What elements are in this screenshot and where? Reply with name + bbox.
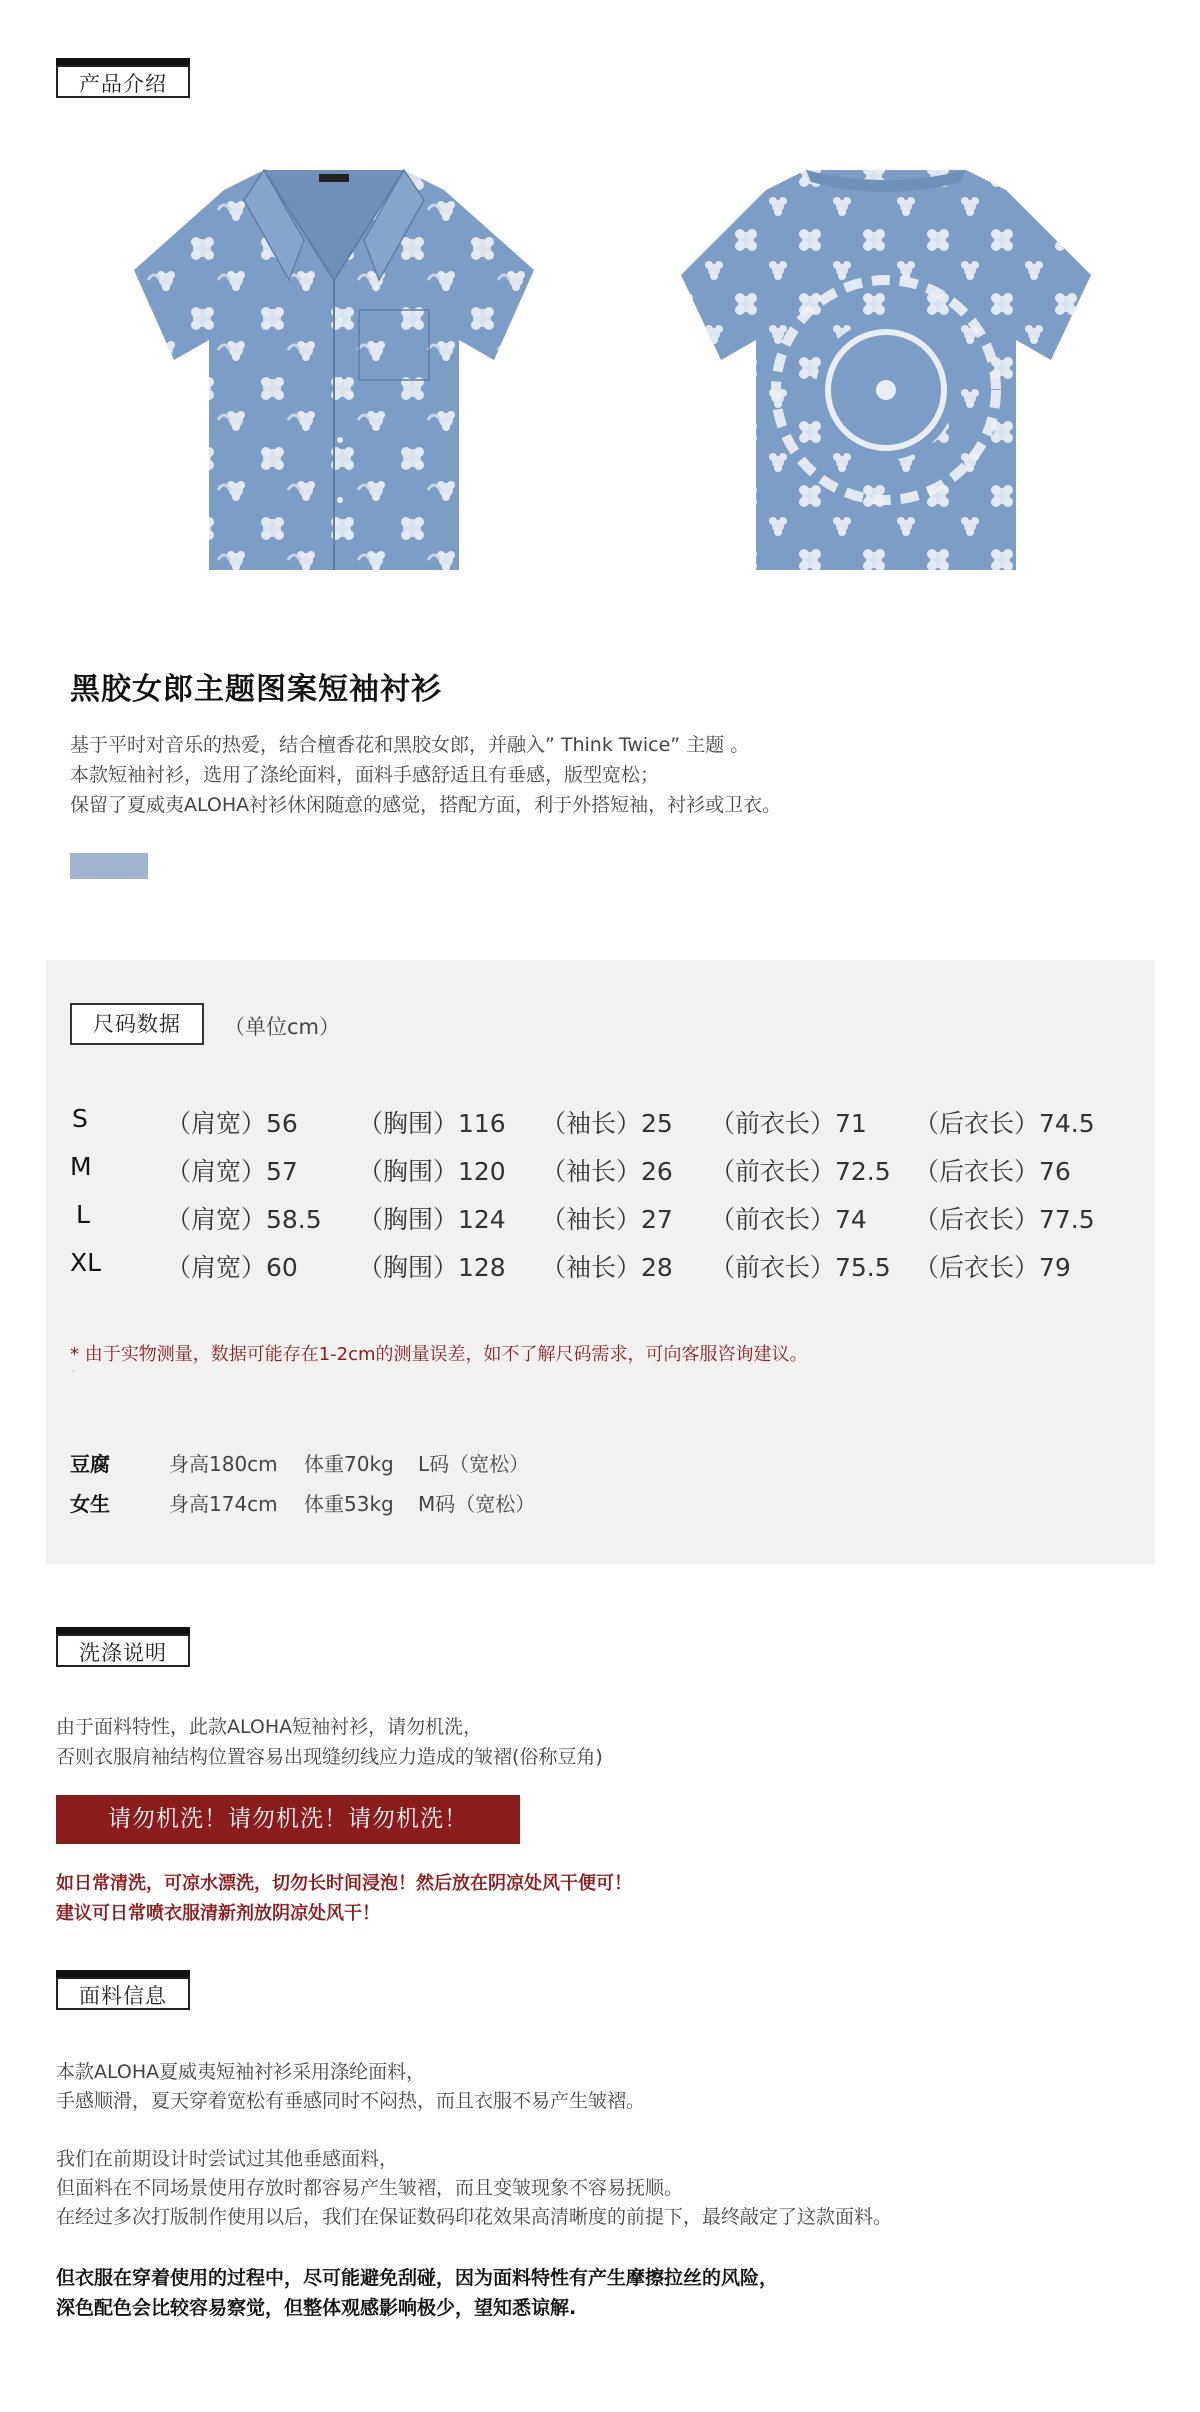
- model-fit: M码（宽松）: [418, 1492, 536, 1516]
- front-length-value: （前衣长）74: [710, 1205, 867, 1234]
- size-row: [0, 1152, 1200, 1192]
- shirt-back-image: [666, 160, 1106, 580]
- shoulder-value: （肩宽）60: [166, 1253, 298, 1282]
- fabric-description-line: 在经过多次打版制作使用以后，我们在保证数码印花效果高清晰度的前提下，最终敲定了这款面料。: [56, 2206, 893, 2228]
- fabric-description-line: 手感顺滑，夏天穿着宽松有垂感同时不闷热，而且衣服不易产生皱褶。: [56, 2090, 646, 2112]
- shirt-front-image: [114, 160, 554, 580]
- fabric-description-line: 本款ALOHA夏威夷短袖衬衫采用涤纶面料，: [56, 2061, 426, 2083]
- model-height: 身高174cm: [169, 1492, 278, 1516]
- model-info-row: [0, 1448, 800, 1478]
- intro-section-tag: [56, 58, 190, 98]
- size-row: [0, 1248, 1200, 1288]
- product-description-line: 基于平时对音乐的热爱，结合檀香花和黑胶女郎，并融入” Think Twice” 主题 。: [70, 734, 750, 756]
- sleeve-value: （袖长）28: [541, 1253, 673, 1282]
- fabric-tag-label: 面料信息: [56, 1977, 190, 2010]
- front-length-value: （前衣长）75.5: [710, 1253, 891, 1282]
- model-weight: 体重53kg: [304, 1492, 394, 1516]
- no-machine-wash-banner: 请勿机洗！请勿机洗！请勿机洗！: [56, 1795, 520, 1844]
- model-fit: L码（宽松）: [418, 1452, 530, 1476]
- product-title: 黑胶女郎主题图案短袖衬衫: [70, 672, 442, 707]
- sleeve-value: （袖长）27: [541, 1205, 673, 1234]
- chest-value: （胸围）128: [358, 1253, 506, 1282]
- back-length-value: （后衣长）76: [914, 1157, 1071, 1186]
- fabric-section-tag: [56, 1970, 190, 2010]
- fabric-warning-line: 但衣服在穿着使用的过程中，尽可能避免刮碰，因为面料特性有产生摩擦拉丝的风险，: [56, 2267, 779, 2289]
- wash-tag-label: 洗涤说明: [56, 1634, 190, 1667]
- wash-description-line: 否则衣服肩袖结构位置容易出现缝纫线应力造成的皱褶(俗称豆角): [56, 1746, 603, 1768]
- wash-description-line: 由于面料特性，此款ALOHA短袖衬衫，请勿机洗，: [56, 1716, 483, 1738]
- size-label: M: [70, 1152, 92, 1181]
- measurement-note: * 由于实物测量，数据可能存在1-2cm的测量误差，如不了解尺码需求，可向客服咨询建议。: [70, 1344, 808, 1365]
- size-label: S: [72, 1104, 88, 1133]
- shoulder-value: （肩宽）58.5: [166, 1205, 322, 1234]
- fabric-warning: [56, 2263, 778, 2323]
- chest-value: （胸围）124: [358, 1205, 506, 1234]
- intro-tag-label: 产品介绍: [56, 65, 190, 98]
- stray-mark: `: [71, 1370, 76, 1381]
- back-length-value: （后衣长）74.5: [914, 1109, 1095, 1138]
- fabric-description-line: 但面料在不同场景使用存放时都容易产生皱褶，而且变皱现象不容易抚顺。: [56, 2177, 684, 2199]
- model-name: 豆腐: [70, 1452, 110, 1476]
- wash-care-notes: [56, 1869, 632, 1929]
- wash-description: [56, 1712, 603, 1772]
- sleeve-value: （袖长）26: [541, 1157, 673, 1186]
- product-description-line: 保留了夏威夷ALOHA衬衫休闲随意的感觉，搭配方面，利于外搭短袖，衬衫或卫衣。: [70, 794, 782, 816]
- wash-care-line: 如日常清洗，可凉水漂洗，切勿长时间浸泡！然后放在阴凉处风干便可！: [56, 1873, 632, 1894]
- size-unit-label: （单位cm）: [224, 1015, 341, 1039]
- size-tag-label: 尺码数据: [70, 1003, 204, 1045]
- sleeve-value: （袖长）25: [541, 1109, 673, 1138]
- model-info-row: [0, 1488, 800, 1518]
- fabric-description-line: [56, 2116, 892, 2145]
- model-height: 身高180cm: [169, 1452, 278, 1476]
- shoulder-value: （肩宽）56: [166, 1109, 298, 1138]
- size-label: L: [76, 1200, 90, 1229]
- wash-section-tag: [56, 1627, 190, 1667]
- fabric-description: [56, 2058, 892, 2232]
- size-row: [0, 1200, 1200, 1240]
- product-description-line: 本款短袖衬衫，选用了涤纶面料，面料手感舒适且有垂感，版型宽松；: [70, 764, 660, 786]
- shoulder-value: （肩宽）57: [166, 1157, 298, 1186]
- size-row: [0, 1104, 1200, 1144]
- color-swatch[interactable]: [70, 853, 148, 879]
- front-length-value: （前衣长）71: [710, 1109, 867, 1138]
- back-length-value: （后衣长）79: [914, 1253, 1071, 1282]
- wash-care-line: 建议可日常喷衣服清新剂放阴凉处风干！: [56, 1903, 380, 1924]
- size-section-tag: [70, 1003, 204, 1045]
- fabric-warning-line: 深色配色会比较容易察觉，但整体观感影响极少，望知悉谅解.: [56, 2297, 577, 2319]
- fabric-description-line: 我们在前期设计时尝试过其他垂感面料，: [56, 2148, 399, 2170]
- back-length-value: （后衣长）77.5: [914, 1205, 1095, 1234]
- front-length-value: （前衣长）72.5: [710, 1157, 891, 1186]
- model-name: 女生: [70, 1492, 110, 1516]
- chest-value: （胸围）120: [358, 1157, 506, 1186]
- chest-value: （胸围）116: [358, 1109, 506, 1138]
- size-label: XL: [70, 1248, 102, 1277]
- product-description: [70, 730, 781, 820]
- model-weight: 体重70kg: [304, 1452, 394, 1476]
